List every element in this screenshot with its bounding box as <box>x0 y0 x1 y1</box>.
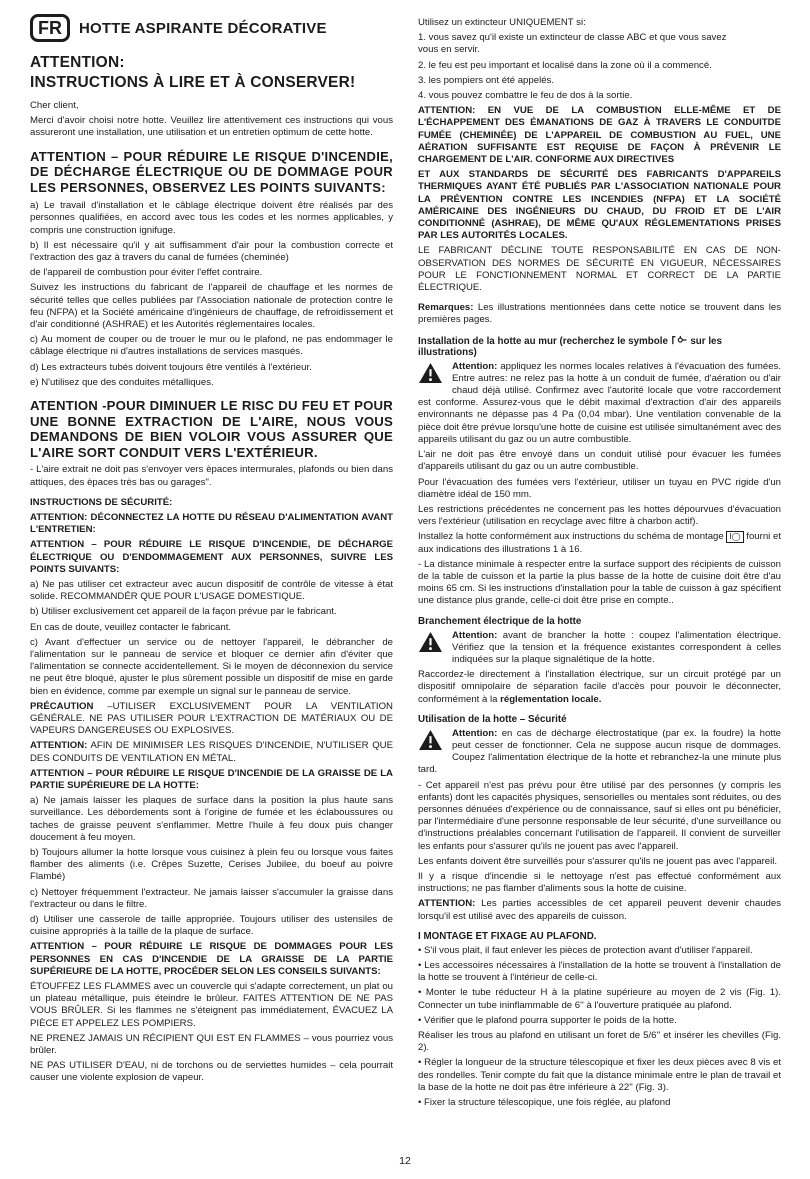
right-column <box>418 14 781 1112</box>
list-item: 2. le feu est peu important et localisé dans la zone où il a commencé. <box>418 59 712 71</box>
paragraph-text: Installez la hotte conformément aux instructions du schéma de montage <box>418 531 724 543</box>
attention-lead: ATTENTION: <box>418 898 476 910</box>
paragraph: NE PRENEZ JAMAIS UN RÉCIPIENT QUI EST EN FLAMMES – vous pourriez vous brûler. <box>30 1032 393 1057</box>
paragraph: d) Les extracteurs tubés doivent toujours être ventilés à l'extérieur. <box>30 361 312 373</box>
attention-note <box>418 898 781 922</box>
list-item: 3. les pompiers ont été appelés. <box>418 74 554 86</box>
heading-text: sur les illustrations) <box>418 335 722 358</box>
paragraph: - L'aire extrait ne doit pas s'envoyer vers èpaces intermurales, plafonds ou bien dans attiques, des èpaces très bas ou garages". <box>30 464 393 488</box>
paragraph: Pour l'évacuation des fumées vers l'extérieur, utiliser un tuyau en PVC rigide d'un diamètre idéal de 150 mm. <box>418 476 781 500</box>
warning-note <box>418 630 781 667</box>
section-heading: ATTENTION – POUR RÉDUIRE LE RISQUE D'INCENDIE, DE DÉCHARGE ÉLECTRIQUE OU DE DOMMAGE POUR LES PERSONNES, OBSERVEZ LES POINTS SUIVANTS: <box>30 148 393 196</box>
precaution-lead: PRÉCAUTION <box>30 700 94 712</box>
paragraph: Merci d'avoir choisi notre hotte. Veuillez lire attentivement ces instructions qui vous assureront une installation, une utilisation et un entretien optimum de cette hotte. <box>30 115 393 139</box>
bullet-item: • S'il vous plait, il faut enlever les pièces de protection avant d'utiliser l'appareil. <box>418 944 753 956</box>
list-item: vous en servir. <box>418 44 480 56</box>
paragraph: Utilisez un extincteur UNIQUEMENT si: <box>418 17 586 28</box>
warning-note <box>418 728 781 777</box>
paragraph: Suivez les instructions du fabricant de l'appareil de chauffage et les normes de sécurité telles que celles publiées par l'Association nationale de protection contre le feu (NFPA) et la Société américaine d'ingénieurs de chauffage, de refroidissement et d'air conditionné (ASHRAE) et les Autorités réglementaires locales. <box>30 282 393 331</box>
paragraph: NE PAS UTILISER D'EAU, ni de torchons ou de serviettes humides – cela pourrait causer une violente explosion de vapeur. <box>30 1060 393 1084</box>
warning-text: en cas de décharge électrostatique (par ex. la foudre) la hotte peut cesser de fonctionner. Cela ne suppose aucun risque de dommages. Coupez l'alimentation électrique de la hotte et rebranchez-la une minute plus tard. <box>418 727 781 776</box>
precaution-note <box>30 701 393 738</box>
remarks-note <box>418 302 781 326</box>
attention-heading: ATTENTION: <box>30 54 125 71</box>
paragraph: b) Il est nécessaire qu'il y ait suffisamment d'air pour la combustion correcte et l'extraction des gaz à travers du canal de fumées (cheminée) <box>30 239 393 263</box>
bullet-item: • Fixer la structure télescopique, une fois réglée, au plafond <box>418 1097 671 1109</box>
attention-text: AFIN DE MINIMISER LES RISQUES D'INCENDIE, N'UTILISER QUE DES CONDUITS DE VENTILATION EN MÉTAL. <box>30 740 393 764</box>
paragraph: L'air ne doit pas être envoyé dans un conduit utilisé pour évacuer les fumées d'appareils utilisant du gaz ou un autre combustible. <box>418 449 781 473</box>
attention-text: Les parties accessibles de cet appareil peuvent devenir chaudes lorsqu'il est utilisé avec des appareils de cuisson. <box>418 898 781 922</box>
paragraph <box>418 531 781 555</box>
assembly-diagram-icon: I◯ <box>726 531 743 543</box>
paragraph-bold-tail: réglementation locale. <box>500 693 602 705</box>
precaution-text: –UTILISER EXCLUSIVEMENT POUR LA VENTILATION GÉNÉRALE. NE PAS UTILISER POUR L'EXTRACTION DE MATÉRIAUX OU DE VAPEURS DANGEREUSES OU EXPLOSIVES. <box>30 700 393 737</box>
page-number: 12 <box>399 1155 411 1167</box>
warning-lead: Attention: <box>452 727 498 739</box>
warning-note <box>418 361 781 446</box>
paragraph-text: Raccordez-le directement à l'installation électrique, sur un circuit protégé par un dispositif omnipolaire de séparation facile d'accès pour pouvoir le déconnecter, conformément à la <box>418 669 781 705</box>
paragraph: - La distance minimale à respecter entre la surface support des récipients de cuisson de la table de cuisson et la partie la plus basse de la hotte de cuisine doit être d'au moins 65 cm. Si les instructions d'installation pour la table de cuisson à gaz spécifient une distance plus grande, celle-ci doit être prise en compte.. <box>418 558 781 607</box>
subsection-heading: ATTENTION – POUR RÉDUIRE LE RISQUE DE DOMMAGES POUR LES PERSONNES EN CAS D'INCENDIE DE LA GRAISSE DE LA PARTIE SUPÉRIEURE DE LA HOTTE, PROCÉDER SELON LES CONSEILS SUIVANTS: <box>30 941 393 977</box>
paragraph: c) Nettoyer fréquemment l'extracteur. Ne jamais laisser s'accumuler la graisse dans l'extracteur ou dans le filtre. <box>30 886 393 910</box>
page-title: HOTTE ASPIRANTE DÉCORATIVE <box>79 19 327 37</box>
attention-note: ATTENTION: EN VUE DE LA COMBUSTION ELLE-MÊME ET DE L'ÉCHAPPEMENT DES ÉMANATIONS DE GAZ À TRAVERS LE CONDUITDE FUMÉE (CHEMINÉE) DE L'APPAREIL DE COMBUSTION AU FUEL, UNE AÉRATION SUFFISANTE EST REQUISE DE FAÇON À PRÉVENIR LE CHARGEMENT DE L'AIR. CONFORME AUX DIRECTIVES <box>418 105 781 166</box>
warning-triangle-icon <box>418 729 444 755</box>
ceiling-mounting-heading: I MONTAGE ET FIXAGE AU PLAFOND. <box>418 930 597 942</box>
section-heading: ATENTION -POUR DIMINUER LE RISC DU FEU ET POUR UNE BONNE EXTRACTION DE L'AIRE, NOUS VOUS DEMANDONS DE BIEN VOLOIR VOUS ASSURER QUE L'AIRE SORT CONDUIT VERS L'EXTÉRIEUR. <box>30 398 393 460</box>
paragraph: e) N'utilisez que des conduites métalliques. <box>30 376 214 388</box>
instructions-heading: INSTRUCTIONS À LIRE ET À CONSERVER! <box>30 74 356 91</box>
paragraph: Les enfants doivent être surveillés pour s'assurer qu'ils ne jouent pas avec l'appareil. <box>418 855 778 867</box>
bullet-item: • Vérifier que le plafond pourra supporter le poids de la hotte. <box>418 1014 677 1026</box>
paragraph: ÉTOUFFEZ LES FLAMMES avec un couvercle qui s'adapte correctement, un plat ou un plateau métallique, puis éteindre le brûleur. FAITES ATTENTION DE NE PAS VOUS BRÛLER. Si les flammes ne s'éteignent pas immédiatement, ÉVACUEZ LA PIÈCE ET APPELEZ LES POMPIERS. <box>30 981 393 1029</box>
subsection-heading: ATTENTION: DÉCONNECTEZ LA HOTTE DU RÉSEAU D'ALIMENTATION AVANT L'ENTRETIEN: <box>30 511 393 536</box>
warning-text: avant de brancher la hotte : coupez l'alimentation électrique. Vérifiez que la tension et la fréquence existantes correspondent à celles indiquées sur la plaque signalétique de la hotte. <box>452 629 781 665</box>
warning-triangle-icon <box>418 631 444 657</box>
paragraph: c) Au moment de couper ou de trouer le mur ou le plafond, ne pas endommager le câblage électrique ni d'autres installations de services masqués. <box>30 334 393 358</box>
warning-lead: Attention: <box>452 629 498 641</box>
left-column <box>30 14 393 1112</box>
paragraph: Il y a risque d'incendie si le nettoyage n'est pas effectué conformément aux instructions; ne pas flamber d'aliments sous la hotte de cuisine. <box>418 870 781 895</box>
paragraph: - Cet appareil n'est pas prévu pour être utilisé par des personnes (y compris les enfants) dont les capacités physiques, sensorielles ou mentales sont réduites, ou des personnes dénuées d'expérience ou de connaissance, sauf si elles ont pu bénéficier, par l'intermédiaire d'une personne responsable de leur sécurité, d'une surveillance ou d'instructions préalables concernant l'utilisation de l'appareil. Il convient de surveiller les enfants pour s'assurer qu'ils ne jouent pas avec l'appareil. <box>418 779 781 852</box>
heading-text: Installation de la hotte au mur (recherchez le symbole <box>418 335 668 347</box>
paragraph: Les restrictions précédentes ne concernent pas les hottes dépourvues d'évacuation vers l'extérieur (utilisation en recyclage avec filtre à charbon actif). <box>418 503 781 528</box>
subsection-heading: ATTENTION – POUR RÉDUIRE LE RISQUE D'INCENDIE, DE DÉCHARGE ÉLECTRIQUE OU D'ENDOMMAGEMENT AUX PERSONNES, SUIVRE LES POINTS SUIVANTS: <box>30 539 393 575</box>
list-item: 4. vous pouvez combattre le feu de dos à la sortie. <box>418 90 633 102</box>
paragraph: a) Ne pas utiliser cet extracteur avec aucun dispositif de contrôle de vitesse à état solide. RECOMMANDÉR QUE POUR L'USAGE DOMESTIQUE. <box>30 578 393 603</box>
subsection-heading: ATTENTION – POUR RÉDUIRE LE RISQUE D'INCENDIE DE LA GRAISSE DE LA PARTIE SUPÉRIEURE DE LA HOTTE: <box>30 767 393 792</box>
hood-use-safety-heading: Utilisation de la hotte – Sécurité <box>418 713 567 725</box>
bullet-item: • Monter le tube réducteur H à la platine supérieure au moyen de 2 vis (Fig. 1). Connecter un tube ininflammable de 6'' à l'ouverture pratiquée au plafond. <box>418 987 781 1011</box>
paragraph: de l'appareil de combustion pour éviter l'effet contraire. <box>30 267 263 279</box>
paragraph <box>418 669 781 706</box>
language-badge-fr: FR <box>30 14 70 42</box>
warning-triangle-icon <box>418 362 444 388</box>
attention-note <box>30 740 393 764</box>
warning-lead: Attention: <box>452 360 498 372</box>
attention-note: ET AUX STANDARDS DE SÉCURITÉ DES FABRICANTS D'APPAREILS THERMIQUES AYANT ÉTÉ PUBLIÉS PAR L'ASSOCIATION NATIONALE POUR LA PRÉVENTION CONTRE LES INCENDIES (NFPA) ET LA SOCIÉTÉ AMÉRICAINE DES INGÉNIEURS DU CHAUD, DU FROID ET DE L'AIR CONDITIONNÉ (ASHRAE), DE MÊME QU'AUX RÉGLEMENTATIONS PRISES PAR LES AUTORITÉS LOCALES. <box>418 169 781 242</box>
page-header <box>30 14 393 42</box>
wall-installation-heading <box>418 335 781 358</box>
paragraph: a) Le travail d'installation et le câblage électrique doivent être réalisés par des personnes qualifiées, en accord avec tous les codes et les normes applicables, y compris une construction ignifuge. <box>30 200 393 236</box>
wall-mount-symbol-icon <box>671 336 688 347</box>
paragraph: En cas de doute, veuillez contacter le fabricant. <box>30 621 232 633</box>
bullet-item: Réaliser les trous au plafond en utilisant un foret de 5/6'' et insérer les chevilles (Fig. 2). <box>418 1030 781 1054</box>
paragraph-text: fourni et aux indications des illustrations 1 à 16. <box>418 531 781 555</box>
paragraph: LE FABRICANT DÉCLINE TOUTE RESPONSABILITÉ EN CAS DE NON-OBSERVATION DES NORMES DE SÉCURITÉ EN VIGUEUR, NÉCESSAIRES POUR LE FONCTIONNEMENT NORMAL ET CORRECT DE LA PARTIE ÉLECTRIQUE. <box>418 245 781 294</box>
paragraph: a) Ne jamais laisser les plaques de surface dans la position la plus haute sans surveillance. Les débordements sont à l'origine de fumée et les éclaboussures ou taches de graisse peuvent s'enflammer. Mettre l'huile à feu doux puis changer doucement à feu moyen. <box>30 795 393 843</box>
list-item: 1. vous savez qu'il existe un extincteur de classe ABC et que vous savez <box>418 32 727 44</box>
remarks-lead: Remarques: <box>418 302 474 314</box>
attention-lead: ATTENTION: <box>30 740 88 752</box>
bullet-item: • Les accessoires nécessaires à l'installation de la hotte se trouvent à l'installation de la hotte se trouvent à l'intérieur de celle-ci. <box>418 960 781 984</box>
bullet-item: • Régler la longueur de la structure télescopique et fixer les deux pièces avec 8 vis et des rondelles. Tenir compte du fait que la distance minimale entre le plan de travail et la base de la hotte ne doit pas être inférieure à 22'' (Fig. 3). <box>418 1057 781 1093</box>
paragraph: d) Utiliser une casserole de taille appropriée. Toujours utiliser des ustensiles de cuisine appropriés à la taille de la plaque de surface. <box>30 914 393 938</box>
remarks-text: Les illustrations mentionnées dans cette notice se trouvent dans les premières pages. <box>418 302 781 326</box>
paragraph: b) Toujours allumer la hotte lorsque vous cuisinez à plein feu ou lorsque vous faites flamber des aliments (i.e. Crêpes Suzette, Cerises Jubilee, du boeuf au poivre Flambé) <box>30 847 393 883</box>
safety-instructions-heading: INSTRUCTIONS DE SÉCURITÉ: <box>30 496 173 508</box>
paragraph: c) Avant d'effectuer un service ou de nettoyer l'appareil, le débrancher de l'alimentation sur le panneau de service et bloquer ce dernier afin d'éviter que l'alimentation se connecte accidentellement. Si le moyen de déconnexion du service ne peut être bloqué, ajuster le plus sûrement possible un dispositif de mise en garde bien en évidence, comme par exemple un signal sur le panneau de service. <box>30 636 393 697</box>
paragraph: Cher client, <box>30 100 79 111</box>
warning-text: appliquez les normes locales relatives à l'évacuation des fumées. Entre autres: ne relez pas la hotte à un conduit de fumée, d'aération ou d'air chaud déjà utilisé. Confirmez avec l'autorité locale que votre raccordement est conforme. Assurez-vous que le débit maximal d'extraction d'air des appareils environnants ne dépasse pas 4 Pa (0,04 mbar). Une ventilation convenable de la pièce doit être prévue lorsqu'une hotte de cuisine est utilisée simultanément avec des appareils utilisant du gaz ou un autre combustible. <box>418 360 781 445</box>
electrical-connection-heading: Branchement électrique de la hotte <box>418 615 582 627</box>
paragraph: b) Utiliser exclusivement cet appareil de la façon prévue par le fabricant. <box>30 606 337 618</box>
